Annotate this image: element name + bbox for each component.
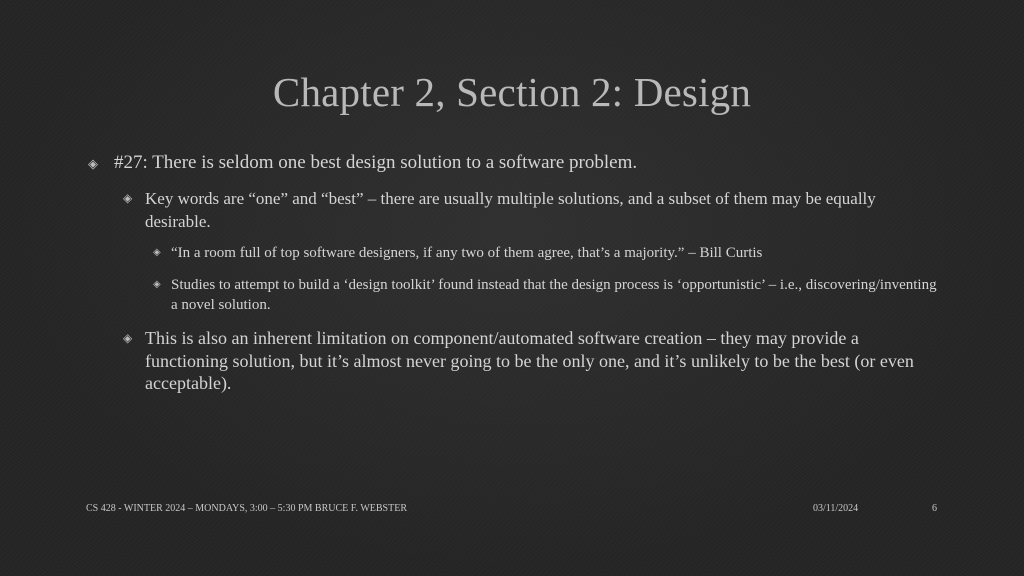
diamond-bullet-icon: ◈: [123, 331, 133, 345]
slide-number: 6: [932, 503, 937, 514]
footer-course-info: CS 428 - WINTER 2024 – MONDAYS, 3:00 – 5:30 PM BRUCE F. WEBSTER: [86, 503, 407, 514]
diamond-bullet-icon: ◈: [123, 191, 133, 205]
bullet-level2: [123, 187, 943, 233]
diamond-bullet-icon: ◈: [88, 156, 98, 171]
bullet-text: #27: There is seldom one best design solution to a software problem.: [114, 152, 638, 173]
bullet-level1: [88, 151, 948, 175]
footer-date: 03/11/2024: [813, 503, 859, 514]
bullet-level2: [123, 327, 943, 395]
bullet-text: This is also an inherent limitation on component/automated software creation – they may provide a functioning solution, but it’s almost never going to be the only one, and it’s unlikely to be the best (or even acceptable).: [145, 328, 914, 393]
bullet-level3: [153, 275, 943, 315]
bullet-text: Studies to attempt to build a ‘design toolkit’ found instead that the design process is ‘opportunistic’ – i.e., discovering/inventing a novel solution.: [171, 277, 937, 313]
bullet-text: Key words are “one” and “best” – there are usually multiple solutions, and a subset of them may be equally desirable.: [145, 189, 876, 231]
bullet-level3: [153, 243, 943, 263]
diamond-bullet-icon: ◈: [153, 247, 161, 258]
diamond-bullet-icon: ◈: [153, 279, 161, 290]
slide-title: Chapter 2, Section 2: Design: [272, 69, 752, 115]
bullet-text: “In a room full of top software designers, if any two of them agree, that’s a majority.” – Bill Curtis: [171, 245, 763, 261]
